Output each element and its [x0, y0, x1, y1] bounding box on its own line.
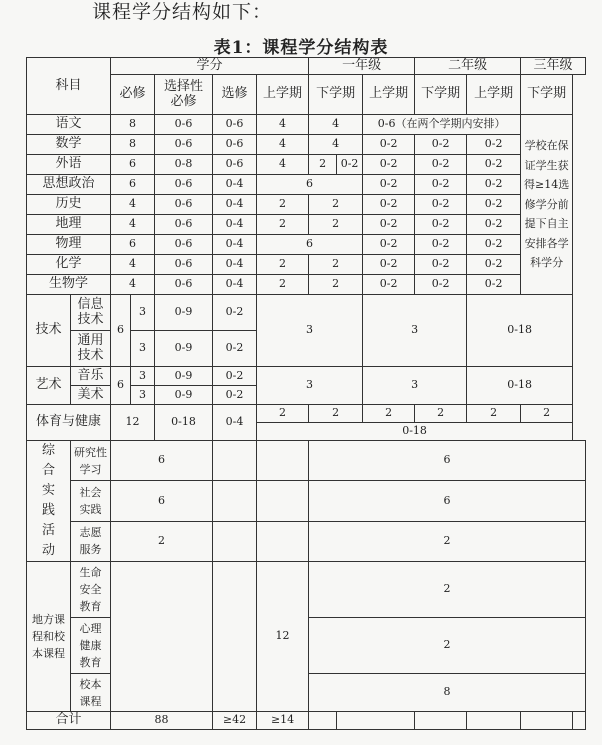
cell	[111, 562, 213, 712]
cell: 0-18	[257, 423, 573, 441]
subject-name: 美术	[71, 386, 111, 405]
cell: 2	[309, 155, 337, 175]
cell: 2	[467, 405, 521, 423]
header-grade1: 一年级	[309, 58, 415, 75]
subject-name: 社会实践	[71, 481, 111, 521]
cell: 2	[415, 405, 467, 423]
cell	[213, 441, 257, 481]
header-grade2: 二年级	[415, 58, 521, 75]
cell	[467, 712, 521, 730]
cell: 0-2	[415, 175, 467, 195]
cell: 2	[309, 521, 586, 561]
cell	[309, 712, 337, 730]
table-row	[27, 195, 586, 215]
cell: 6	[111, 295, 131, 367]
subject-name: 思想政治	[27, 175, 111, 195]
cell: 0-6	[155, 195, 213, 215]
cell: 0-18	[155, 405, 213, 441]
group-name-tech: 技术	[27, 295, 71, 367]
cell	[213, 562, 257, 712]
cell: 0-4	[213, 215, 257, 235]
cell: 2	[257, 405, 309, 423]
cell: 0-2	[467, 195, 521, 215]
cell: 0-2	[415, 195, 467, 215]
header-g3-sem2: 下学期	[521, 75, 573, 115]
header-g3-sem1: 上学期	[467, 75, 521, 115]
cell: 3	[131, 367, 155, 386]
cell: 6	[111, 367, 131, 405]
subject-name: 外语	[27, 155, 111, 175]
cell: 0-2	[415, 135, 467, 155]
cell: 0-2	[363, 135, 415, 155]
cell: 0-6	[155, 215, 213, 235]
cell: 0-6	[155, 115, 213, 135]
subject-name: 体育与健康	[27, 405, 111, 441]
cell: 0-2	[467, 275, 521, 295]
cell: 2	[309, 618, 586, 674]
table-row	[27, 255, 586, 275]
subject-name: 音乐	[71, 367, 111, 386]
cell: 0-4	[213, 275, 257, 295]
cell: 88	[111, 712, 213, 730]
cell: 0-2	[415, 275, 467, 295]
cell: 6	[111, 235, 155, 255]
cell: 8	[111, 135, 155, 155]
header-row-1	[27, 58, 586, 75]
grade3-note: 学校在保证学生获得≥14选修学分前提下自主安排各学科学分	[521, 115, 573, 295]
cell: 6	[309, 441, 586, 481]
cell: 0-6	[213, 115, 257, 135]
cell	[521, 712, 573, 730]
cell: 0-2	[213, 295, 257, 331]
total-row	[27, 712, 586, 730]
cell: 6	[111, 481, 213, 521]
cell: 0-6	[155, 275, 213, 295]
table-row	[27, 155, 586, 175]
cell: 0-2	[363, 235, 415, 255]
intro-text: 课程学分结构如下：	[92, 1, 273, 23]
cell: 4	[111, 255, 155, 275]
cell: 4	[257, 155, 309, 175]
cell: 3	[363, 367, 467, 405]
cell	[257, 521, 309, 561]
cell	[415, 712, 467, 730]
cell: 0-2	[337, 155, 363, 175]
total-label: 合计	[27, 712, 111, 730]
cell: 6	[111, 175, 155, 195]
subject-name: 通用技术	[71, 331, 111, 367]
group-name-art: 艺术	[27, 367, 71, 405]
subject-name: 校本课程	[71, 674, 111, 712]
cell	[337, 712, 415, 730]
cell	[213, 481, 257, 521]
cell: 0-2	[363, 275, 415, 295]
cell: 3	[131, 386, 155, 405]
table-row	[27, 295, 586, 331]
header-subject: 科目	[27, 58, 111, 115]
cell: 2	[257, 255, 309, 275]
cell: 4	[257, 115, 309, 135]
cell	[257, 441, 309, 481]
subject-name: 物理	[27, 235, 111, 255]
cell: 2	[309, 562, 586, 618]
cell: 8	[309, 674, 586, 712]
cell: 0-2	[363, 215, 415, 235]
cell	[573, 712, 586, 730]
cell: 4	[257, 135, 309, 155]
cell: 0-9	[155, 367, 213, 386]
cell: 4	[309, 135, 363, 155]
subject-name: 心理健康教育	[71, 618, 111, 674]
cell: 8	[111, 115, 155, 135]
table-row	[27, 215, 586, 235]
cell: 6	[309, 481, 586, 521]
cell: 6	[257, 235, 363, 255]
cell: 0-6	[155, 255, 213, 275]
cell: 0-18	[467, 295, 573, 367]
subject-name: 志愿服务	[71, 521, 111, 561]
cell: 4	[111, 215, 155, 235]
subject-name: 化学	[27, 255, 111, 275]
cell: 2	[309, 275, 363, 295]
cell: 0-2	[415, 215, 467, 235]
table-row	[27, 135, 586, 155]
header-credits: 学分	[111, 58, 309, 75]
header-row-2	[27, 75, 586, 115]
cell: 0-2	[213, 367, 257, 386]
subject-name: 研究性学习	[71, 441, 111, 481]
table-caption: 表1：课程学分结构表	[213, 38, 389, 58]
subject-name: 数学	[27, 135, 111, 155]
cell: 0-2	[415, 155, 467, 175]
header-g1-sem2: 下学期	[309, 75, 363, 115]
cell: 0-2	[363, 255, 415, 275]
header-grade3: 三年级	[521, 58, 586, 75]
cell: 2	[257, 195, 309, 215]
cell: 0-2	[467, 155, 521, 175]
cell: 2	[363, 405, 415, 423]
table-row	[27, 405, 586, 423]
cell: 2	[309, 405, 363, 423]
cell: 0-4	[213, 195, 257, 215]
cell: 0-6	[155, 175, 213, 195]
cell: 2	[111, 521, 213, 561]
cell: 6	[111, 155, 155, 175]
cell: 3	[131, 295, 155, 331]
cell: 2	[309, 195, 363, 215]
table-row	[27, 367, 586, 386]
cell: 0-2	[467, 215, 521, 235]
cell: 0-2	[467, 135, 521, 155]
cell: 0-8	[155, 155, 213, 175]
cell: 0-6（在两个学期内安排）	[363, 115, 521, 135]
cell: 6	[257, 175, 363, 195]
header-elective-required: 选择性必修	[155, 75, 213, 115]
cell: 2	[257, 275, 309, 295]
cell: 4	[309, 115, 363, 135]
cell: 0-2	[467, 235, 521, 255]
cell	[213, 521, 257, 561]
cell: 0-4	[213, 405, 257, 441]
cell: 12	[257, 562, 309, 712]
cell: 0-9	[155, 386, 213, 405]
cell: 0-6	[155, 135, 213, 155]
cell: 0-2	[213, 386, 257, 405]
cell: 0-9	[155, 331, 213, 367]
header-required: 必修	[111, 75, 155, 115]
cell: 0-6	[213, 155, 257, 175]
group-name-practice: 综合实践活动	[27, 441, 71, 562]
header-g1-sem1: 上学期	[257, 75, 309, 115]
cell: 0-9	[155, 295, 213, 331]
cell: 4	[111, 275, 155, 295]
credit-table	[26, 57, 586, 730]
header-g2-sem1: 上学期	[363, 75, 415, 115]
header-elective: 选修	[213, 75, 257, 115]
cell: 0-2	[363, 175, 415, 195]
cell: 3	[131, 331, 155, 367]
cell: 3	[257, 295, 363, 367]
table-row	[27, 175, 586, 195]
cell: 0-6	[213, 135, 257, 155]
cell: 6	[111, 441, 213, 481]
cell: ≥14	[257, 712, 309, 730]
subject-name: 地理	[27, 215, 111, 235]
cell: 0-2	[213, 331, 257, 367]
cell: 0-2	[363, 155, 415, 175]
cell: 2	[309, 215, 363, 235]
cell: 3	[257, 367, 363, 405]
cell: 0-4	[213, 175, 257, 195]
table-row	[27, 562, 586, 618]
cell: 2	[257, 215, 309, 235]
cell: 3	[363, 295, 467, 367]
cell: ≥42	[213, 712, 257, 730]
cell: 0-18	[467, 367, 573, 405]
cell: 0-2	[415, 235, 467, 255]
cell	[257, 481, 309, 521]
cell: 12	[111, 405, 155, 441]
subject-name: 生命安全教育	[71, 562, 111, 618]
cell: 0-2	[415, 255, 467, 275]
cell: 2	[309, 255, 363, 275]
cell: 0-2	[363, 195, 415, 215]
subject-name: 信息技术	[71, 295, 111, 331]
subject-name: 生物学	[27, 275, 111, 295]
table-row	[27, 481, 586, 521]
cell: 0-6	[155, 235, 213, 255]
cell: 2	[521, 405, 573, 423]
cell: 0-4	[213, 235, 257, 255]
table-row	[27, 235, 586, 255]
table-row	[27, 275, 586, 295]
subject-name: 历史	[27, 195, 111, 215]
table-row	[27, 115, 586, 135]
cell: 0-2	[467, 175, 521, 195]
subject-name: 语文	[27, 115, 111, 135]
header-g2-sem2: 下学期	[415, 75, 467, 115]
cell: 0-4	[213, 255, 257, 275]
group-name-local: 地方课程和校本课程	[27, 562, 71, 712]
table-row	[27, 521, 586, 561]
cell: 4	[111, 195, 155, 215]
cell: 0-2	[467, 255, 521, 275]
table-row	[27, 441, 586, 481]
